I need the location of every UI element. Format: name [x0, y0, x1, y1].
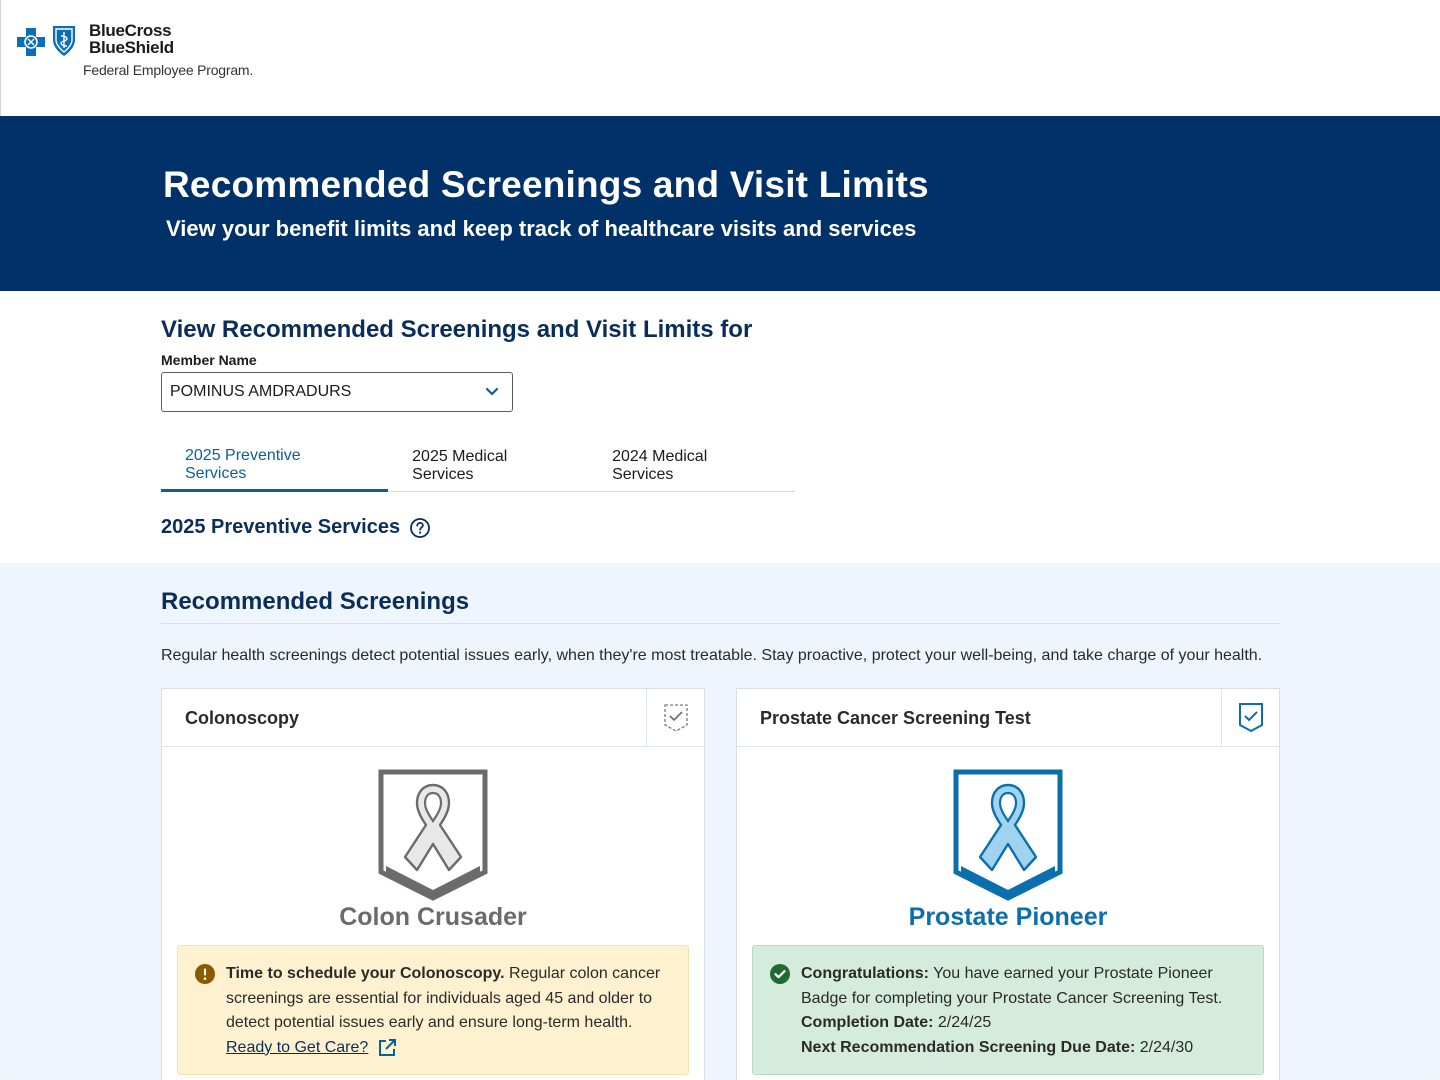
badge-unearned-icon [663, 703, 689, 733]
divider [161, 623, 1280, 624]
tab-2025-preventive-services[interactable]: 2025 Preventive Services [161, 440, 388, 492]
warning-icon [195, 964, 215, 984]
external-link-icon [377, 1038, 397, 1058]
badge-status-button[interactable] [646, 689, 704, 747]
tab-2025-medical-services[interactable]: 2025 Medical Services [412, 448, 508, 483]
screening-card-colonoscopy [161, 688, 705, 1080]
next-due-date-label: Next Recommendation Screening Due Date: [801, 1038, 1136, 1056]
chevron-down-icon [484, 383, 500, 399]
site-header [0, 0, 1440, 116]
recommended-screenings-title: Recommended Screenings [161, 588, 470, 615]
congratulations-alert [752, 945, 1264, 1075]
ready-to-get-care-link[interactable] [226, 1036, 397, 1061]
preventive-services-heading [161, 516, 431, 539]
schedule-alert [177, 945, 689, 1075]
completion-date-label: Completion Date: [801, 1014, 934, 1031]
preventive-services-title: 2025 Preventive Services [161, 516, 401, 538]
next-due-date-value: 2/24/30 [1135, 1038, 1194, 1056]
logo-line-1: BlueCross [89, 21, 172, 40]
card-title: Prostate Cancer Screening Test [760, 708, 1031, 728]
badge-status-button[interactable] [1221, 689, 1279, 747]
check-circle-icon [770, 964, 790, 984]
page-title: Recommended Screenings and Visit Limits [163, 164, 929, 205]
member-name-label: Member Name [161, 352, 257, 368]
prostate-pioneer-badge-icon [953, 769, 1063, 901]
link-label: Ready to Get Care? [226, 1038, 369, 1056]
services-tabs [161, 440, 795, 492]
page-subtitle: View your benefit limits and keep track of healthcare visits and services [166, 216, 917, 241]
alert-strong-text: Time to schedule your Colonoscopy. [226, 965, 505, 982]
member-name-select[interactable] [161, 372, 513, 412]
tab-2024-medical-services[interactable]: 2024 Medical Services [612, 448, 708, 483]
card-title: Colonoscopy [185, 708, 300, 728]
card-header [162, 689, 704, 747]
alert-body-text: Regular colon cancer screenings are essential for individuals aged 45 and older to detect potential issues early and ensure long-term health. [226, 965, 661, 1031]
badge-name: Colon Crusader [339, 903, 527, 931]
card-header [737, 689, 1279, 747]
screening-card-prostate [736, 688, 1280, 1080]
recommended-screenings-description: Regular health screenings detect potential issues early, when they're most treatable. Stay proactive, protect your well-being, and take charge of your health. [161, 647, 1263, 664]
logo-line-2: BlueShield [89, 38, 174, 57]
bcbs-cross-shield-icon [15, 22, 83, 58]
member-section-heading: View Recommended Screenings and Visit Limits for [161, 316, 753, 343]
badge-earned-icon [1238, 702, 1264, 734]
logo-subtitle: Federal Employee Program. [83, 62, 254, 78]
bcbs-logo[interactable] [15, 22, 174, 58]
colon-crusader-badge-icon [378, 769, 488, 901]
member-name-value: POMINUS AMDRADURS [170, 383, 352, 400]
alert-strong-text: Congratulations: [801, 965, 929, 982]
completion-date-value: 2/24/25 [933, 1014, 992, 1031]
badge-name: Prostate Pioneer [908, 903, 1108, 931]
alert-body-text: You have earned your Prostate Pioneer Badge for completing your Prostate Cancer Screening Test. [801, 965, 1223, 1007]
help-circle-icon[interactable] [409, 517, 431, 539]
